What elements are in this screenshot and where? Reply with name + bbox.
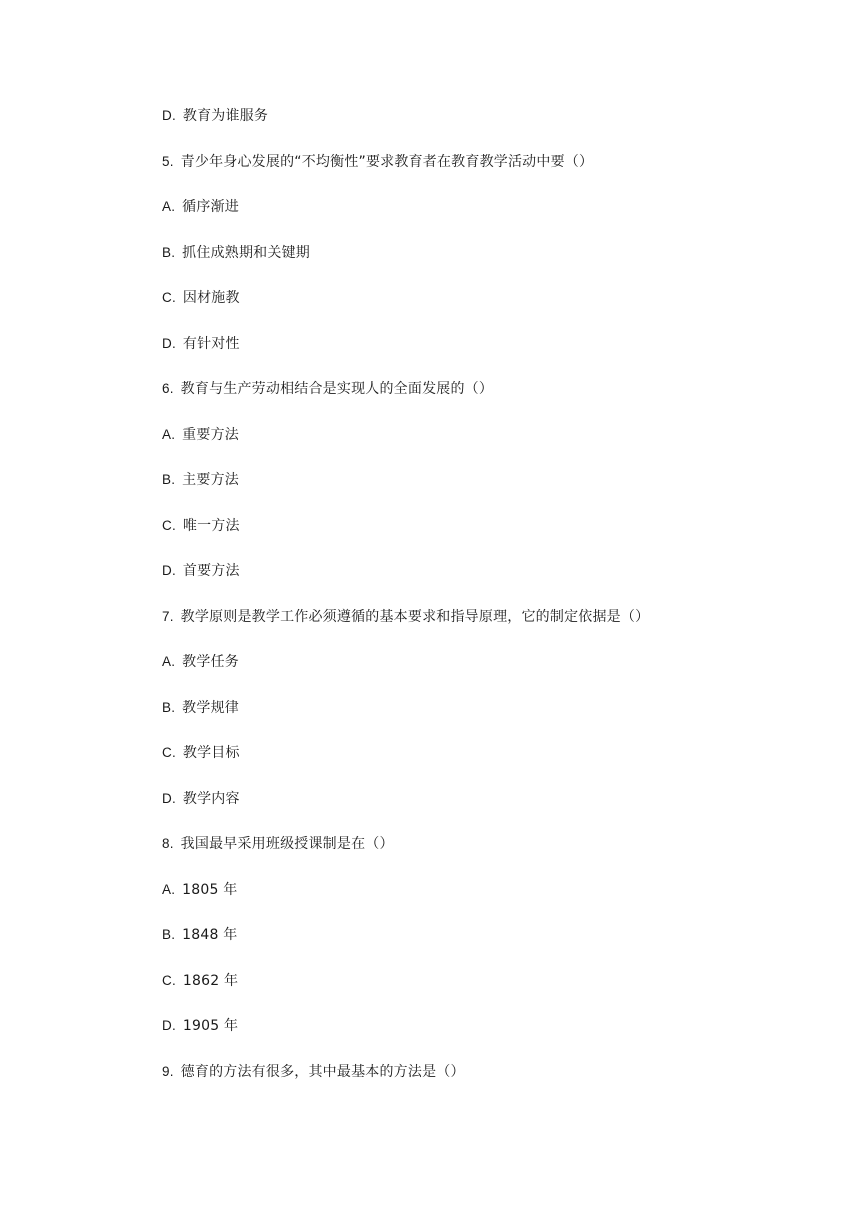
option-label: B . [162,243,175,263]
option-label: B . [162,470,175,490]
option-line [162,425,239,445]
question-text: 我国最早采用班级授课制是在（） [180,836,394,852]
option-label: A . [162,652,175,672]
question-line [162,607,649,627]
question-number: 7 . [162,607,174,627]
option-text: 抓住成熟期和关键期 [182,245,310,261]
option-line [162,743,240,763]
question-number: 8 . [162,834,174,854]
option-text: 因材施教 [182,290,240,306]
option-text: 重要方法 [182,427,239,443]
option-text: 1905 年 [182,1018,239,1034]
option-line [162,334,240,354]
option-line [162,288,240,308]
option-text: 教学内容 [182,791,240,807]
option-text: 1848 年 [182,927,238,943]
option-text: 1805 年 [182,882,238,898]
option-label: B . [162,925,175,945]
option-line [162,1016,238,1036]
option-text: 主要方法 [182,472,239,488]
option-text: 教学目标 [182,745,240,761]
question-number: 6 . [162,379,174,399]
option-label: D . [162,561,176,581]
option-text: 教育为谁服务 [182,108,269,124]
option-line [162,789,240,809]
option-line [162,516,240,536]
option-text: 循序渐进 [182,199,239,215]
option-label: A . [162,425,175,445]
option-label: D . [162,789,176,809]
question-line [162,379,493,399]
option-label: C . [162,516,176,536]
question-line [162,152,593,172]
option-label: D . [162,334,176,354]
option-line [162,971,238,991]
option-label: C . [162,288,176,308]
question-number: 5 . [162,152,174,172]
option-text: 1862 年 [182,973,239,989]
question-text: 德育的方法有很多，其中最基本的方法是（） [180,1064,465,1080]
option-line [162,470,239,490]
option-label: A . [162,880,175,900]
option-line [162,561,240,581]
question-text: 教育与生产劳动相结合是实现人的全面发展的（） [180,381,494,397]
option-text: 教学规律 [182,700,239,716]
question-text: 青少年身心发展的“不均衡性”要求教育者在教育教学活动中要（） [180,154,594,170]
option-text: 有针对性 [182,336,240,352]
option-label: C . [162,971,176,991]
option-label: B . [162,698,175,718]
option-label: D . [162,1016,176,1036]
question-line [162,1062,465,1082]
option-text: 教学任务 [182,654,239,670]
option-text: 唯一方法 [182,518,240,534]
option-line [162,243,310,263]
option-label: A . [162,197,175,217]
option-line [162,106,268,126]
question-number: 9 . [162,1062,174,1082]
question-line [162,834,394,854]
option-line [162,698,239,718]
option-line [162,652,239,672]
option-label: D . [162,106,176,126]
option-line [162,925,237,945]
option-line [162,197,239,217]
question-text: 教学原则是教学工作必须遵循的基本要求和指导原理，它的制定依据是（） [180,609,650,625]
option-label: C . [162,743,176,763]
option-line [162,880,237,900]
option-text: 首要方法 [182,563,240,579]
